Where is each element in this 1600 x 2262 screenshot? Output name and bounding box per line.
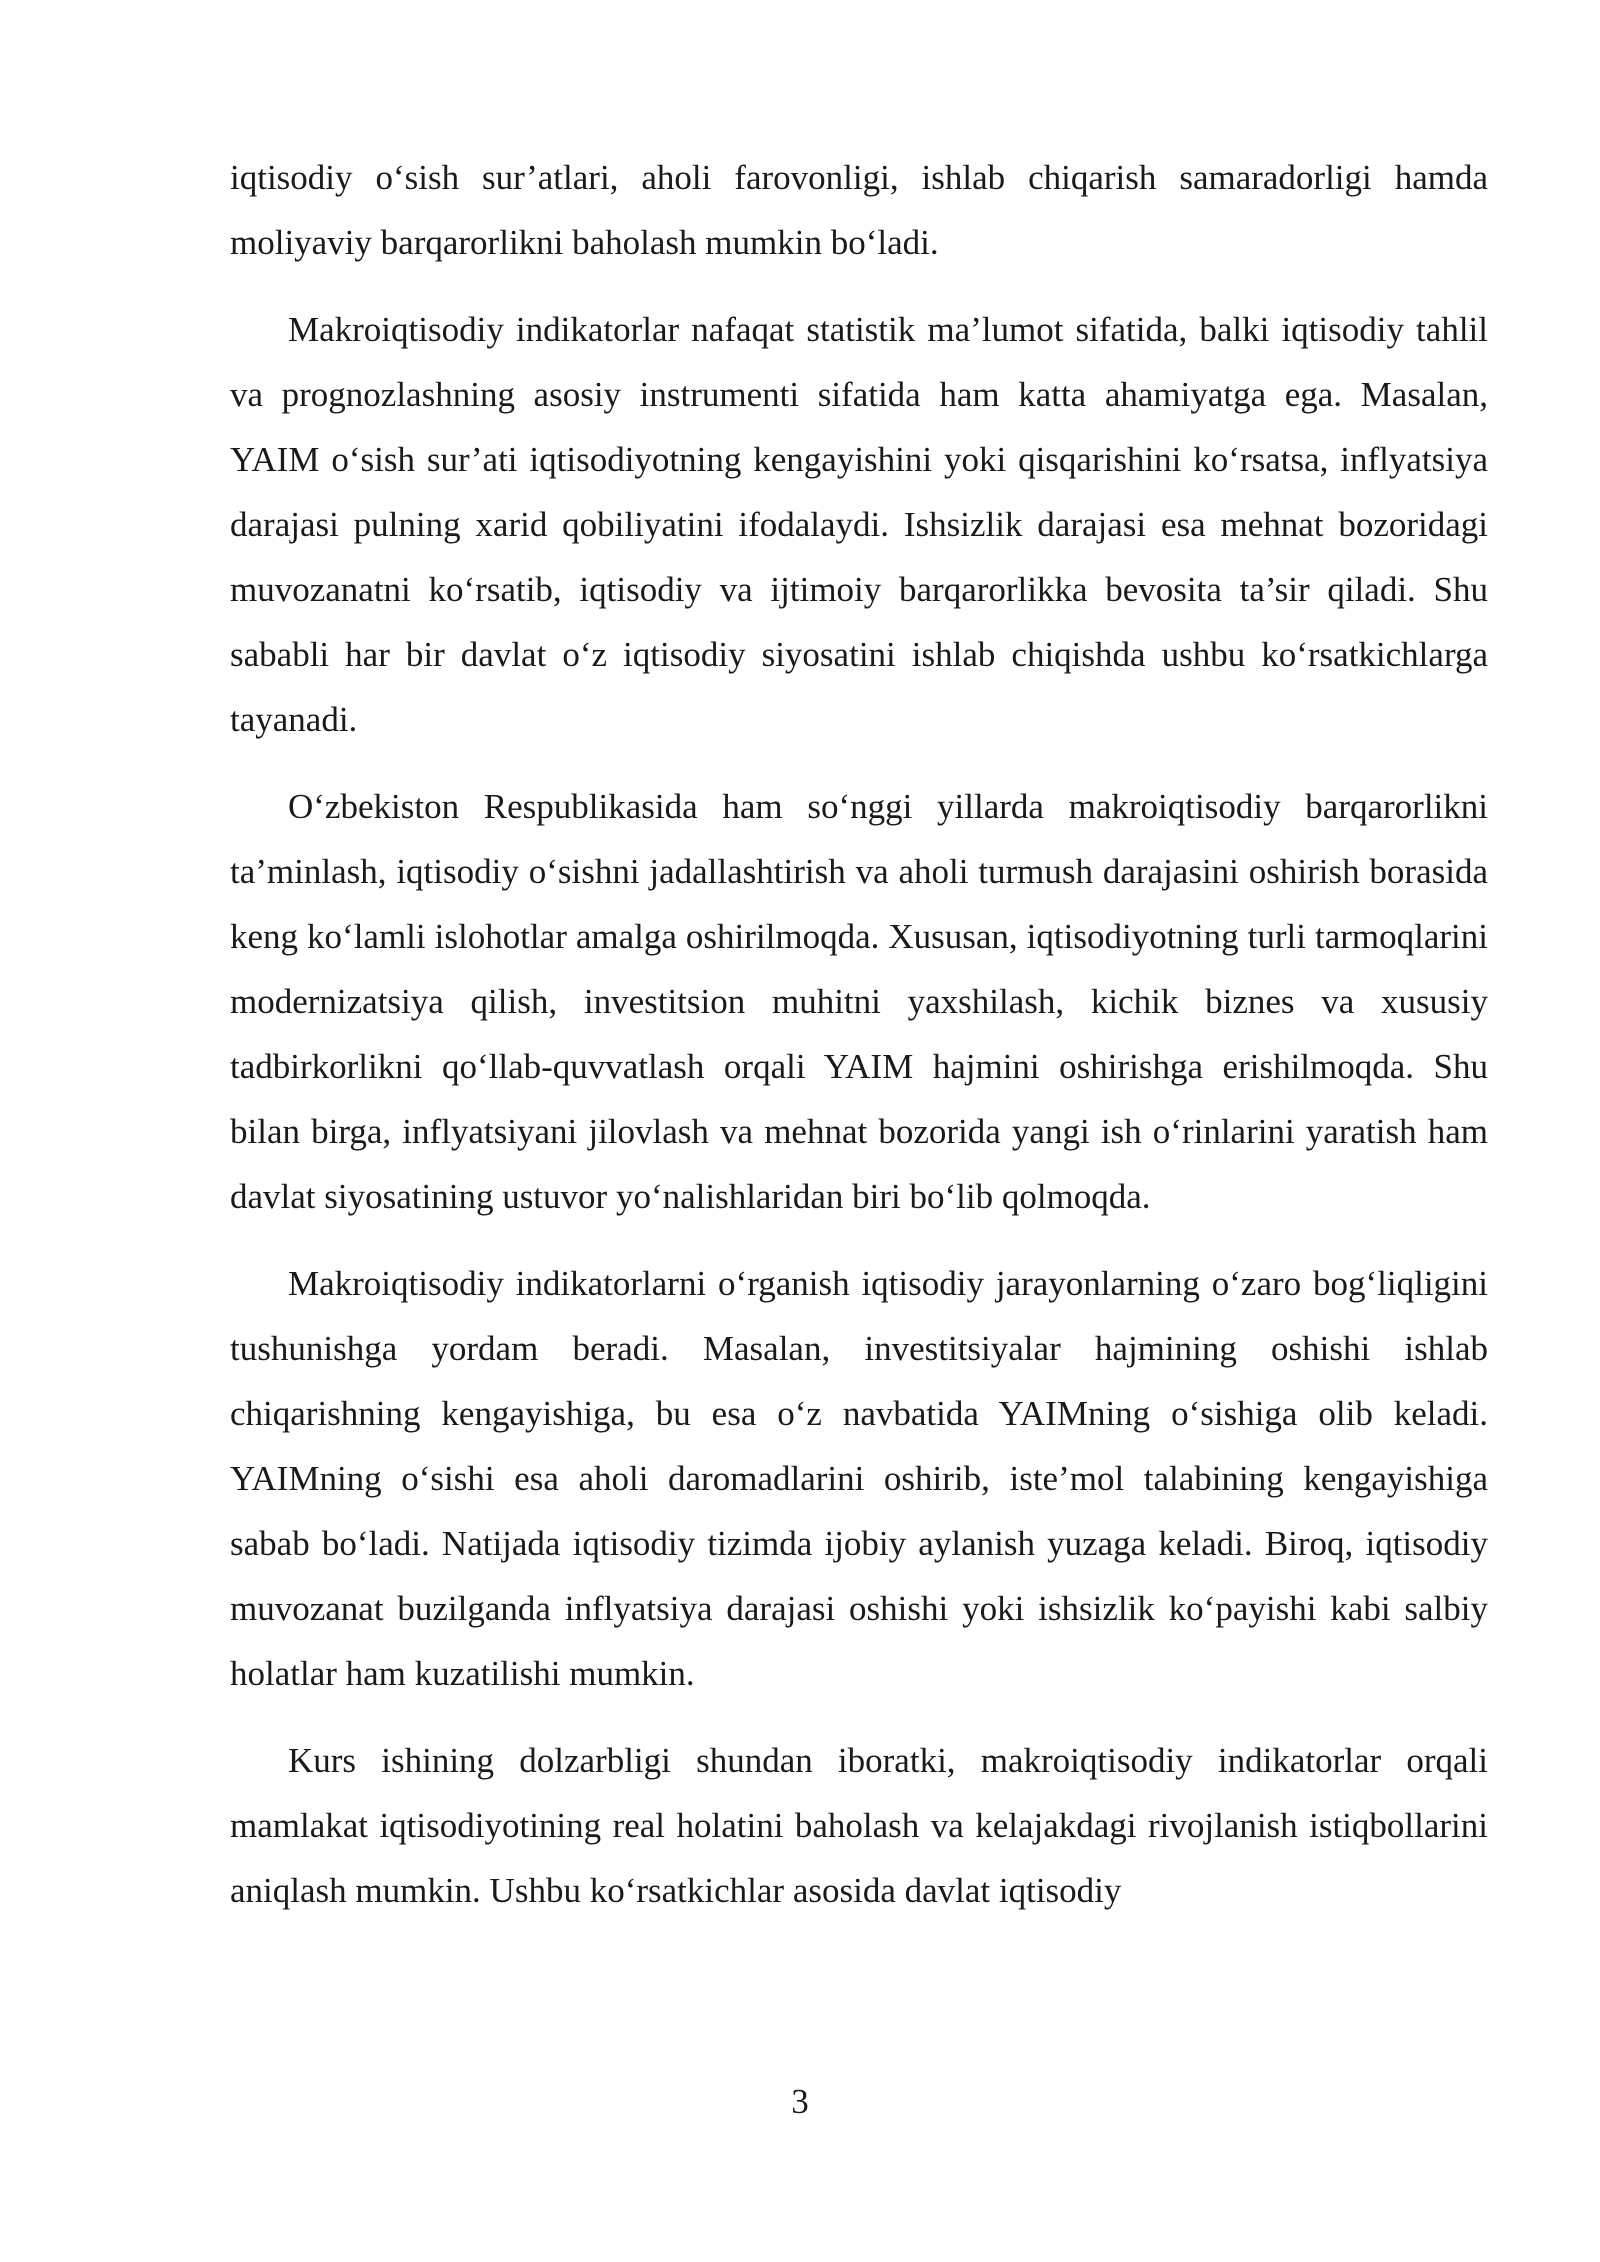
page-number: 3 [791,2082,809,2121]
paragraph: Makroiqtisodiy indikatorlarni o‘rganish iqtisodiy jarayonlarning o‘zaro bog‘liqligini tushunishga yordam beradi. Masalan, investitsiyalar hajmining oshishi ishlab chiqarishning kengayishiga, bu esa o‘z navbatida YAIMning o‘sishiga olib keladi. YAIMning o‘sishi esa aholi daromadlarini oshirib, iste’mol talabining kengayishiga sabab bo‘ladi. Natijada iqtisodiy tizimda ijobiy aylanish yuzaga keladi. Biroq, iqtisodiy muvozanat buzilganda inflyatsiya darajasi oshishi yoki ishsizlik ko‘payishi kabi salbiy holatlar ham kuzatilishi mumkin. [230,1264,1488,1693]
body-text [230,145,1488,1945]
paragraph: Kurs ishining dolzarbligi shundan iboratki, makroiqtisodiy indikatorlar orqali mamlakat iqtisodiyotining real holatini baholash va kelajakdagi rivojlanish istiqbollarini aniqlash mumkin. Ushbu ko‘rsatkichlar asosida davlat iqtisodiy [230,1741,1488,1910]
paragraph-continuation: iqtisodiy o‘sish sur’atlari, aholi farovonligi, ishlab chiqarish samaradorligi hamda moliyaviy barqarorlikni baholash mumkin bo‘ladi. [230,158,1488,262]
paragraph: O‘zbekiston Respublikasida ham so‘nggi yillarda makroiqtisodiy barqarorlikni ta’minlash, iqtisodiy o‘sishni jadallashtirish va aholi turmush darajasini oshirish borasida keng ko‘lamli islohotlar amalga oshirilmoqda. Xususan, iqtisodiyotning turli tarmoqlarini modernizatsiya qilish, investitsion muhitni yaxshilash, kichik biznes va xususiy tadbirkorlikni qo‘llab-quvvatlash orqali YAIM hajmini oshirishga erishilmoqda. Shu bilan birga, inflyatsiyani jilovlash va mehnat bozorida yangi ish o‘rinlarini yaratish ham davlat siyosatining ustuvor yo‘nalishlaridan biri bo‘lib qolmoqda. [230,787,1488,1216]
paragraph: Makroiqtisodiy indikatorlar nafaqat statistik ma’lumot sifatida, balki iqtisodiy tahlil va prognozlashning asosiy instrumenti sifatida ham katta ahamiyatga ega. Masalan, YAIM o‘sish sur’ati iqtisodiyotning kengayishini yoki qisqarishini ko‘rsatsa, inflyatsiya darajasi pulning xarid qobiliyatini ifodalaydi. Ishsizlik darajasi esa mehnat bozoridagi muvozanatni ko‘rsatib, iqtisodiy va ijtimoiy barqarorlikka bevosita ta’sir qiladi. Shu sababli har bir davlat o‘z iqtisodiy siyosatini ishlab chiqishda ushbu ko‘rsatkichlarga tayanadi. [230,310,1488,739]
